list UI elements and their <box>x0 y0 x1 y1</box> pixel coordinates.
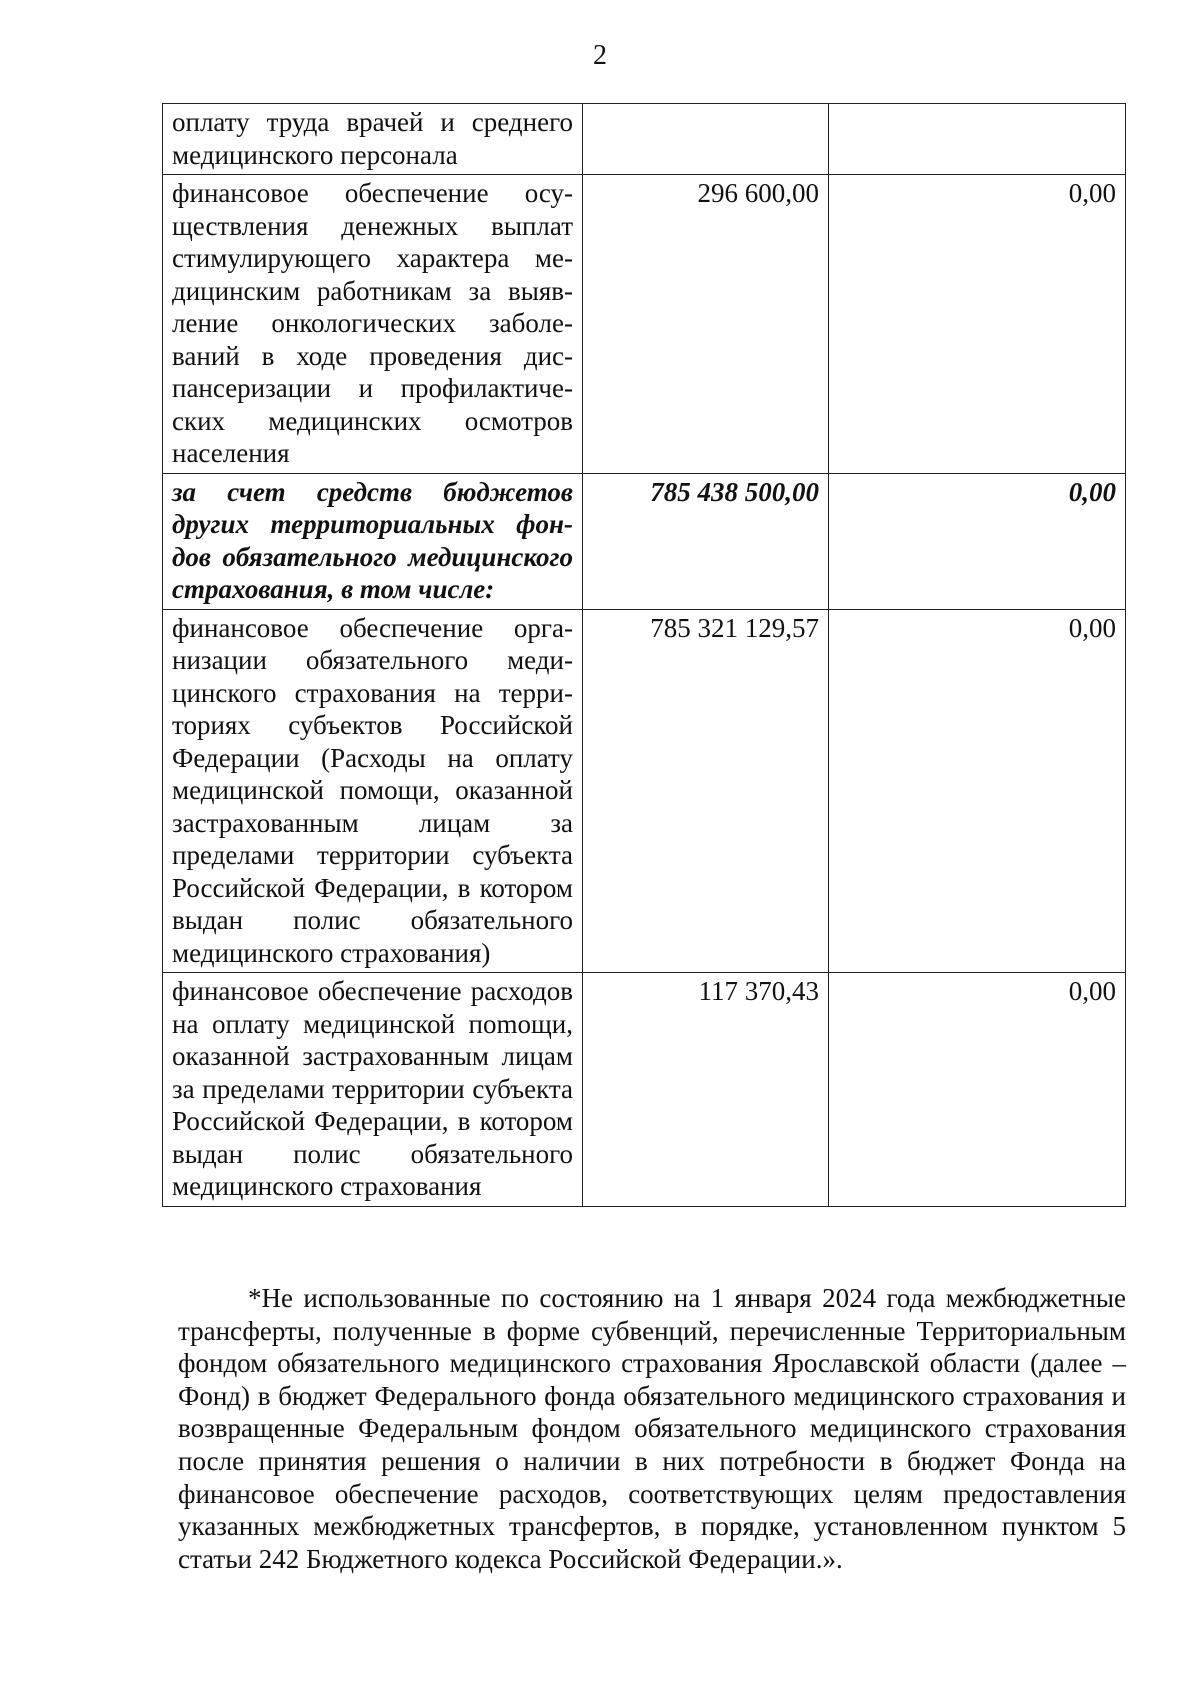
table-row <box>163 973 1126 1207</box>
table-row <box>163 104 1126 175</box>
row-value-2: 0,00 <box>829 973 1126 1207</box>
row-value-2: 0,00 <box>829 473 1126 609</box>
row-value-2 <box>829 104 1126 175</box>
budget-table <box>162 103 1126 1207</box>
row-description: финансовое обеспечение осуществления денежных выплат стимулирующего характера медицинским работникам за выявление онкологических заболеваний в ходе проведения диспансеризации и профилактических медицинских осмотров населения <box>163 175 583 474</box>
row-value-1: 117 370,43 <box>583 973 829 1207</box>
row-value-1: 785 321 129,57 <box>583 609 829 973</box>
footnote-paragraph: *Не использованные по состоянию на 1 января 2024 года межбюджетные трансферты, полученные в форме субвенций, перечисленные Территориальным фондом обязательного медицинского страхования Ярославской области (далее – Фонд) в бюджет Федерального фонда обязательного медицинского страхования и возвращенные Федеральным фондом обязательного медицинского страхования после принятия решения о наличии в них потребности в бюджет Фонда на финансовое обеспечение расходов, соответствующих целям предоставления указанных межбюджетных трансфертов, в порядке, установленном пунктом 5 статьи 242 Бюджетного кодекса Российской Федерации.». <box>178 1283 1126 1574</box>
row-value-1: 296 600,00 <box>583 175 829 474</box>
page-number: 2 <box>593 40 607 71</box>
row-value-1 <box>583 104 829 175</box>
row-value-2: 0,00 <box>829 175 1126 474</box>
row-description: за счет средств бюджетов других территориальных фондов обязательного медицинского страхования, в том числе: <box>163 473 583 609</box>
table-row-subtotal <box>163 473 1126 609</box>
row-description: финансовое обеспечение организации обязательного медицинского страхования на территориях субъектов Российской Федерации (Расходы на оплату медицинской помощи, оказанной застрахованным лицам за пределами территории субъекта Российской Федерации, в котором выдан полис обязательного медицинского страхования) <box>163 609 583 973</box>
row-description: оплату труда врачей и среднего медицинского персонала <box>163 104 583 175</box>
row-description: финансовое обеспечение расходов на оплату медицинской поmощи, оказанной застрахованным лицам за пределами территории субъекта Российской Федерации, в котором выдан полис обязательного медицинского страхования <box>163 973 583 1207</box>
row-value-1: 785 438 500,00 <box>583 473 829 609</box>
row-value-2: 0,00 <box>829 609 1126 973</box>
table-row <box>163 175 1126 474</box>
table-row <box>163 609 1126 973</box>
